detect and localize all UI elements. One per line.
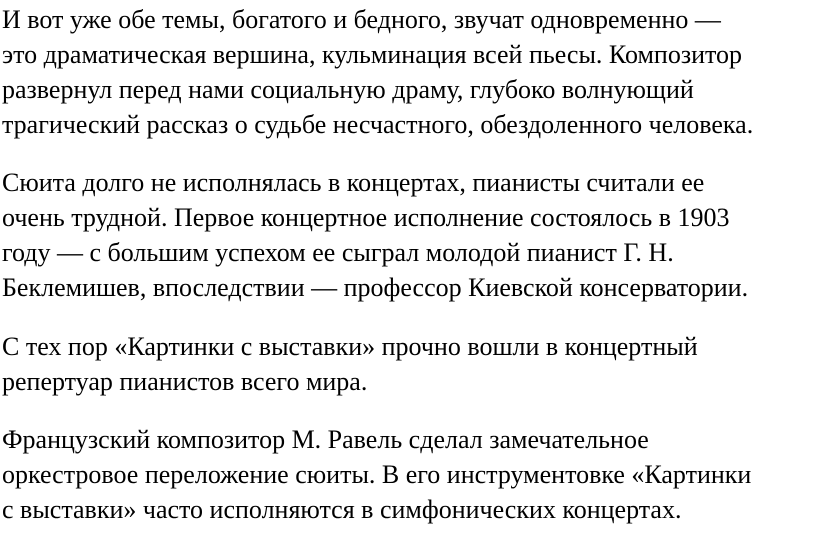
- paragraph-line: И вот уже обе темы, богатого и бедного, звучат одновременно —: [2, 5, 721, 34]
- paragraph-line: это драматическая вершина, кульминация всей пьесы. Композитор: [2, 40, 743, 69]
- paragraph-line: развернул перед нами социальную драму, глубоко волнующий: [2, 75, 694, 104]
- paragraph-line: Сюита долго не исполнялась в концертах, пианисты считали ее: [2, 168, 705, 197]
- paragraph-line: трагический рассказ о судьбе несчастного, обездоленного человека.: [2, 110, 754, 139]
- paragraph-line: репертуар пианистов всего мира.: [2, 367, 368, 396]
- paragraph-line: Беклемишев, впоследствии — профессор Киевской консерватории.: [2, 273, 749, 302]
- paragraph-line: очень трудной. Первое концертное исполнение состоялось в 1903: [2, 203, 730, 232]
- paragraph-line: году — с большим успехом ее сыграл молодой пианист Г. Н.: [2, 238, 674, 267]
- paragraph-line: с выставки» часто исполняются в симфонических концертах.: [2, 495, 682, 524]
- paragraph-line: Французский композитор М. Равель сделал замечательное: [2, 425, 649, 454]
- paragraph-line: оркестровое переложение сюиты. В его инструментовке «Картинки: [2, 460, 752, 489]
- paragraph-line: С тех пор «Картинки с выставки» прочно вошли в концертный: [2, 332, 698, 361]
